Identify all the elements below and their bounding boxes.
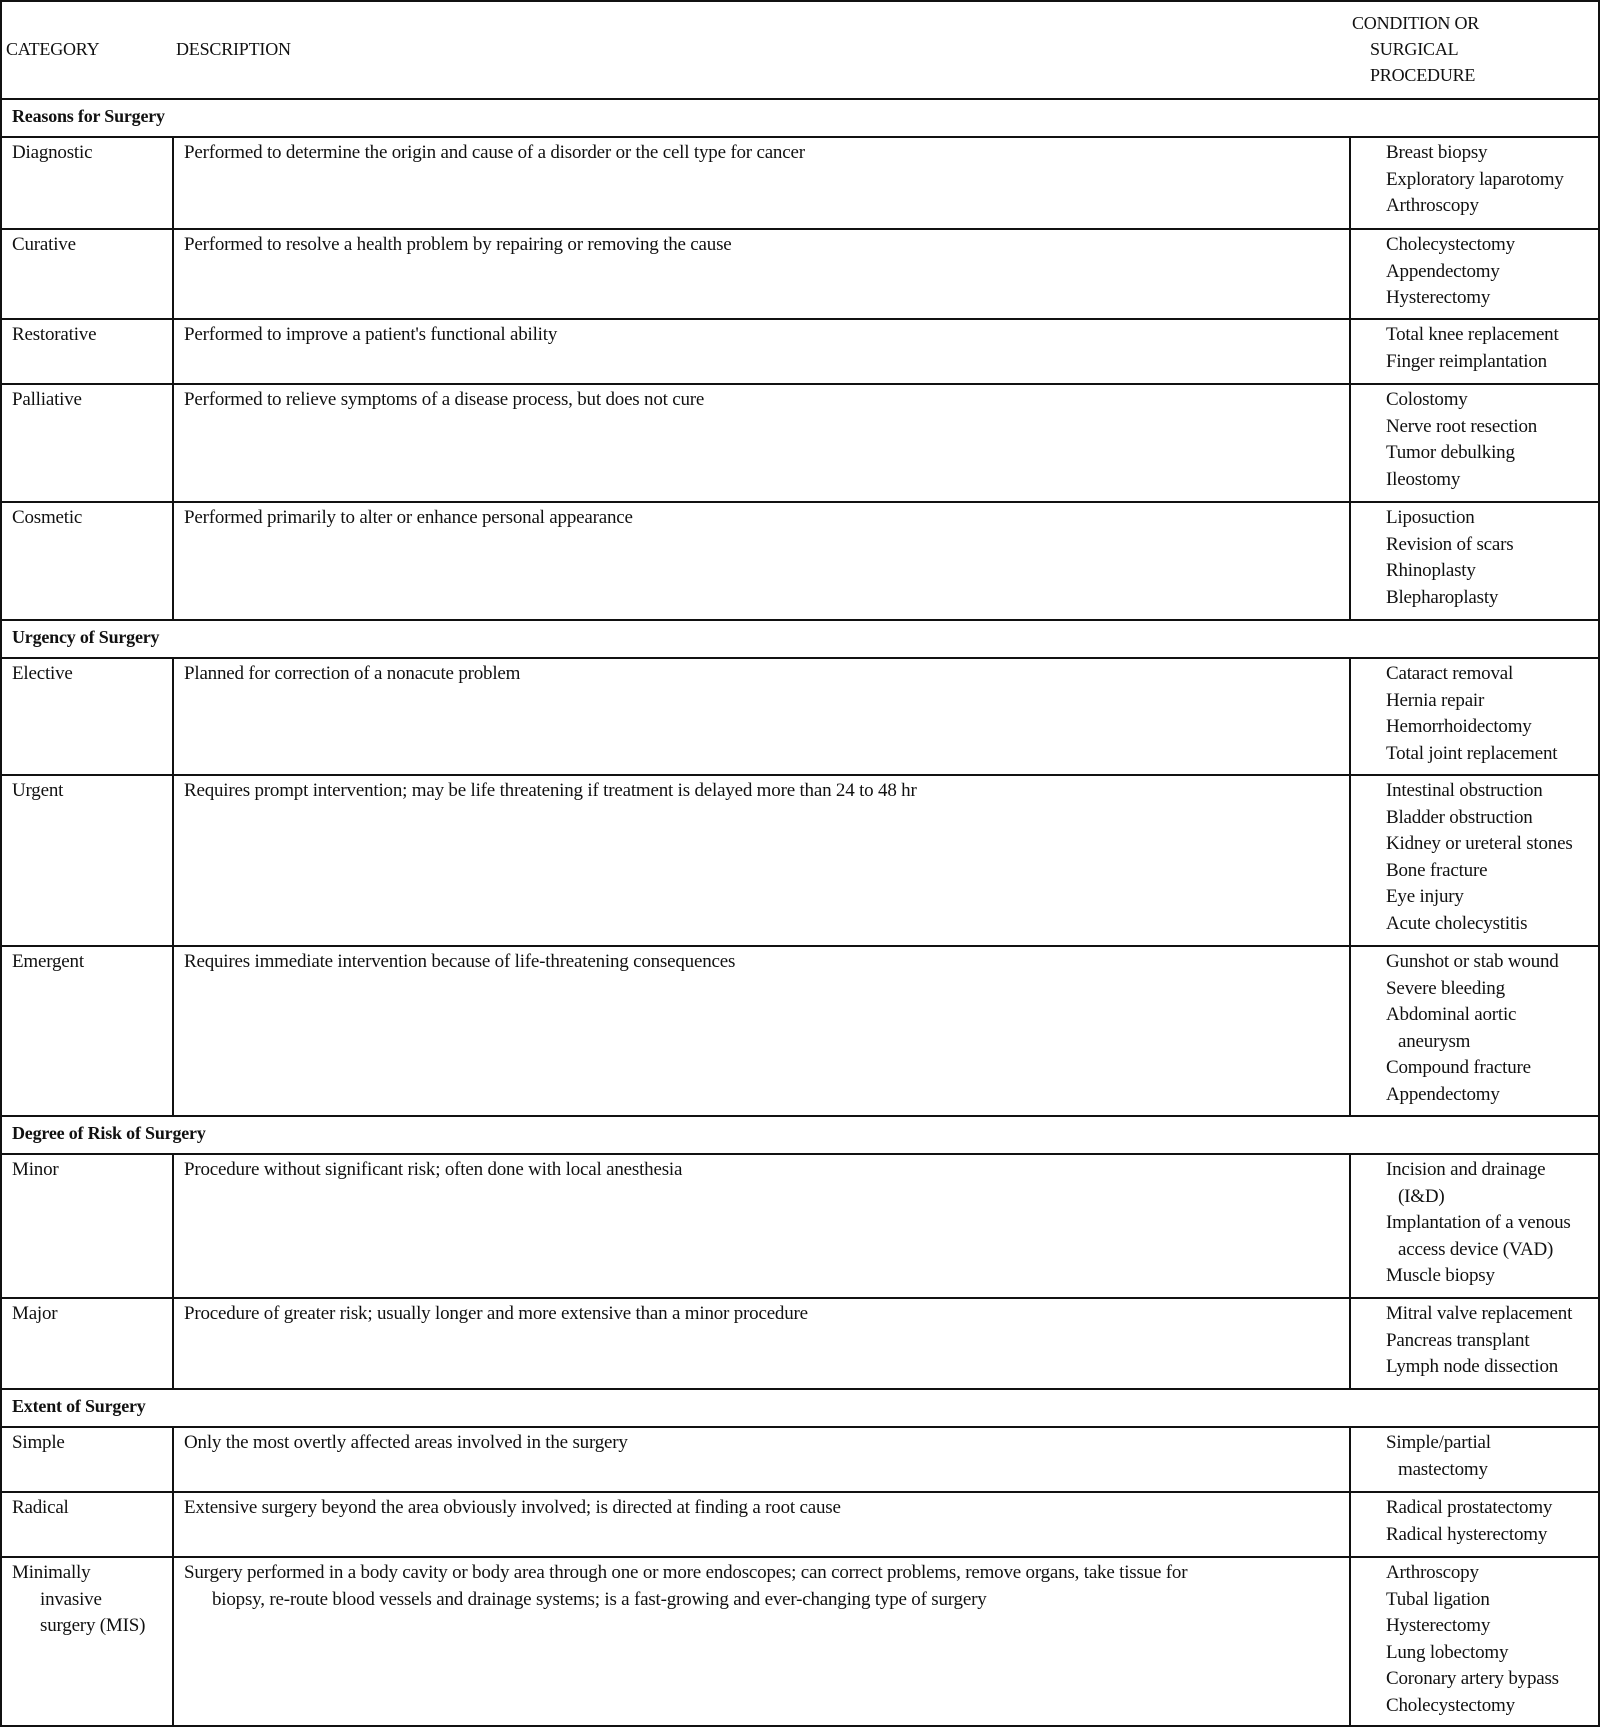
section-title: Reasons for Surgery — [12, 106, 165, 126]
procedure-item: Eye injury — [1386, 886, 1464, 907]
description-cell: Planned for correction of a nonacute problem — [184, 663, 521, 684]
column-divider-procedure — [1349, 383, 1351, 501]
category-cell: Simple — [12, 1432, 65, 1453]
procedure-item: Muscle biopsy — [1386, 1265, 1495, 1286]
header-condition-line-3: PROCEDURE — [1370, 65, 1476, 85]
procedure-item: Arthroscopy — [1386, 1562, 1479, 1583]
procedure-item: aneurysm — [1398, 1030, 1471, 1052]
header-category: CATEGORY — [6, 39, 100, 59]
procedure-item: Nerve root resection — [1386, 415, 1538, 437]
procedure-item: Simple/partial — [1386, 1432, 1491, 1453]
description-cell: Requires prompt intervention; may be life threatening if treatment is delayed more than 24 to 48 hr — [184, 780, 917, 801]
header-condition-line-1: CONDITION OR — [1352, 13, 1480, 33]
column-divider-category — [172, 1153, 174, 1297]
procedure-item: Lung lobectomy — [1386, 1641, 1509, 1663]
procedure-item: Severe bleeding — [1386, 977, 1505, 999]
column-divider-procedure — [1349, 318, 1351, 383]
row-divider — [0, 1426, 1600, 1428]
procedure-item: Ileostomy — [1386, 468, 1461, 490]
row-divider — [0, 1556, 1600, 1558]
description-cell: Procedure without significant risk; often done with local anesthesia — [184, 1159, 683, 1180]
procedure-item: Radical prostatectomy — [1386, 1497, 1553, 1518]
column-divider-procedure — [1349, 501, 1351, 619]
procedure-item: access device (VAD) — [1398, 1238, 1554, 1260]
category-cell: Minor — [12, 1159, 59, 1180]
procedure-item: Incision and drainage — [1386, 1159, 1546, 1180]
procedure-item: Compound fracture — [1386, 1057, 1531, 1078]
procedure-item: Tumor debulking — [1386, 442, 1515, 463]
procedure-item: Blepharoplasty — [1386, 586, 1499, 608]
procedure-item: Liposuction — [1386, 507, 1475, 528]
category-cell: Cosmetic — [12, 507, 83, 528]
column-divider-category — [172, 1426, 174, 1491]
row-divider — [0, 318, 1600, 320]
column-divider-category — [172, 228, 174, 318]
column-divider-category — [172, 945, 174, 1115]
header-condition-line-2: SURGICAL — [1370, 39, 1459, 59]
procedure-item: Total knee replacement — [1386, 324, 1559, 345]
category-cell: surgery (MIS) — [40, 1615, 146, 1636]
procedure-item: Acute cholecystitis — [1386, 912, 1528, 934]
column-divider-category — [172, 1491, 174, 1556]
category-cell: Urgent — [12, 780, 64, 801]
description-cell: Performed to improve a patient's functional ability — [184, 324, 558, 345]
procedure-item: Colostomy — [1386, 389, 1468, 410]
procedure-item: Breast biopsy — [1386, 142, 1488, 163]
procedure-item: Exploratory laparotomy — [1386, 168, 1564, 190]
category-cell: Diagnostic — [12, 142, 93, 163]
procedure-item: Revision of scars — [1386, 533, 1514, 555]
column-divider-procedure — [1349, 136, 1351, 228]
procedure-item: Rhinoplasty — [1386, 560, 1476, 581]
procedure-item: Bone fracture — [1386, 859, 1488, 881]
column-divider-procedure — [1349, 1153, 1351, 1297]
procedure-item: Gunshot or stab wound — [1386, 951, 1559, 972]
category-cell: Radical — [12, 1497, 69, 1518]
description-cell: Performed to resolve a health problem by repairing or removing the cause — [184, 234, 732, 255]
description-cell: Extensive surgery beyond the area obviously involved; is directed at finding a root cause — [184, 1497, 841, 1518]
procedure-item: Total joint replacement — [1386, 742, 1558, 764]
procedure-item: Pancreas transplant — [1386, 1329, 1530, 1351]
category-cell: Curative — [12, 234, 76, 255]
procedure-item: Hysterectomy — [1386, 287, 1491, 308]
procedure-item: Hernia repair — [1386, 689, 1485, 711]
description-cell: Only the most overtly affected areas involved in the surgery — [184, 1432, 628, 1453]
row-divider — [0, 1491, 1600, 1493]
procedure-item: Kidney or ureteral stones — [1386, 833, 1573, 854]
row-divider — [0, 774, 1600, 776]
column-divider-procedure — [1349, 228, 1351, 318]
description-cell: Performed primarily to alter or enhance personal appearance — [184, 507, 633, 528]
section-title: Urgency of Surgery — [12, 627, 160, 647]
description-cell: Procedure of greater risk; usually longer and more extensive than a minor procedure — [184, 1303, 808, 1324]
description-cell: biopsy, re-route blood vessels and drainage systems; is a fast-growing and ever-changing type of surgery — [212, 1588, 987, 1610]
row-divider — [0, 1153, 1600, 1155]
section-title: Extent of Surgery — [12, 1396, 146, 1416]
procedure-item: Bladder obstruction — [1386, 806, 1533, 828]
procedure-item: Intestinal obstruction — [1386, 780, 1543, 801]
description-cell: Performed to determine the origin and cause of a disorder or the cell type for cancer — [184, 142, 805, 163]
row-divider — [0, 501, 1600, 503]
row-divider — [0, 228, 1600, 230]
table-border-top — [0, 0, 1600, 2]
procedure-item: Arthroscopy — [1386, 195, 1479, 216]
column-divider-procedure — [1349, 945, 1351, 1115]
procedure-item: Cataract removal — [1386, 663, 1514, 684]
procedure-item: Lymph node dissection — [1386, 1356, 1559, 1377]
procedure-item: Appendectomy — [1386, 1083, 1500, 1105]
row-divider — [0, 136, 1600, 138]
procedure-item: Cholecystectomy — [1386, 1694, 1515, 1716]
column-divider-category — [172, 318, 174, 383]
column-divider-procedure — [1349, 774, 1351, 945]
category-cell: Elective — [12, 663, 73, 684]
procedure-item: Tubal ligation — [1386, 1588, 1490, 1610]
column-divider-procedure — [1349, 1426, 1351, 1491]
procedure-item: Implantation of a venous — [1386, 1212, 1571, 1233]
row-divider — [0, 1297, 1600, 1299]
procedure-item: Radical hysterectomy — [1386, 1523, 1548, 1545]
category-cell: Restorative — [12, 324, 97, 345]
category-cell: Palliative — [12, 389, 82, 410]
column-divider-procedure — [1349, 657, 1351, 774]
table-border-left — [0, 0, 2, 1727]
row-divider — [0, 383, 1600, 385]
row-divider — [0, 945, 1600, 947]
category-cell: invasive — [40, 1588, 102, 1610]
column-divider-category — [172, 1556, 174, 1725]
column-divider-category — [172, 1297, 174, 1388]
description-cell: Requires immediate intervention because of life-threatening consequences — [184, 951, 736, 972]
row-divider — [0, 657, 1600, 659]
description-cell: Surgery performed in a body cavity or body area through one or more endoscopes; can correct problems, remove organs, take tissue for — [184, 1562, 1188, 1583]
column-divider-category — [172, 501, 174, 619]
procedure-item: Coronary artery bypass — [1386, 1668, 1559, 1689]
procedure-item: (I&D) — [1398, 1185, 1445, 1207]
procedure-item: Appendectomy — [1386, 260, 1500, 282]
procedure-item: Cholecystectomy — [1386, 234, 1515, 255]
section-divider — [0, 98, 1600, 100]
section-divider — [0, 1388, 1600, 1390]
header-description: DESCRIPTION — [176, 39, 291, 59]
section-divider — [0, 619, 1600, 621]
category-cell: Minimally — [12, 1562, 91, 1583]
column-divider-category — [172, 774, 174, 945]
column-divider-category — [172, 657, 174, 774]
procedure-item: Abdominal aortic — [1386, 1004, 1517, 1025]
category-cell: Major — [12, 1303, 58, 1324]
column-divider-procedure — [1349, 1556, 1351, 1725]
procedure-item: Mitral valve replacement — [1386, 1303, 1573, 1324]
column-divider-category — [172, 136, 174, 228]
procedure-item: Finger reimplantation — [1386, 350, 1547, 372]
procedure-item: mastectomy — [1398, 1458, 1488, 1480]
procedure-item: Hemorrhoidectomy — [1386, 716, 1532, 737]
column-divider-procedure — [1349, 1297, 1351, 1388]
section-divider — [0, 1115, 1600, 1117]
section-title: Degree of Risk of Surgery — [12, 1123, 206, 1143]
column-divider-procedure — [1349, 1491, 1351, 1556]
category-cell: Emergent — [12, 951, 84, 972]
column-divider-category — [172, 383, 174, 501]
procedure-item: Hysterectomy — [1386, 1615, 1491, 1636]
description-cell: Performed to relieve symptoms of a disease process, but does not cure — [184, 389, 705, 410]
